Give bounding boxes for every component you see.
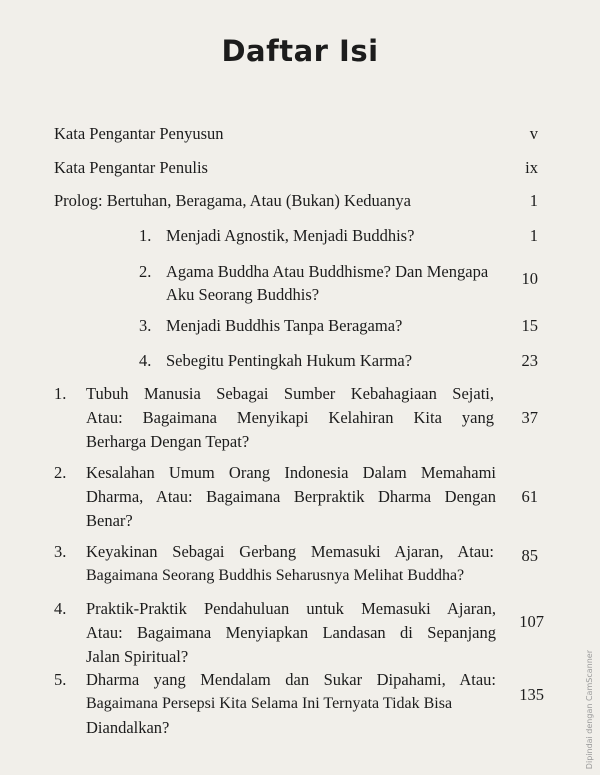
toc-page-number: 1 <box>529 226 538 245</box>
toc-entry-line: Dharma, Atau: Bagaimana Berpraktik Dharma Dengan <box>86 487 496 506</box>
toc-page-number: 61 <box>521 487 538 506</box>
toc-entry-line: Menjadi Agnostik, Menjadi Buddhis? <box>166 226 415 245</box>
toc-entry-number: 4. <box>139 351 152 370</box>
toc-entry-line: Sebegitu Pentingkah Hukum Karma? <box>166 351 413 370</box>
toc-entry-line: Tubuh Manusia Sebagai Sumber Kebahagiaan Sejati, <box>86 384 494 403</box>
toc-entry-line: Diandalkan? <box>86 718 170 737</box>
toc-entry-number: 3. <box>54 542 67 561</box>
toc-entry-line: Bagaimana Persepsi Kita Selama Ini Ternyata Tidak Bisa <box>86 695 453 712</box>
toc-entry-line: Atau: Bagaimana Menyikapi Kelahiran Kita yang <box>86 408 494 427</box>
toc-entry-number: 4. <box>54 599 67 618</box>
toc-page-number: 85 <box>521 546 538 565</box>
toc-entry-number: 2. <box>54 463 67 482</box>
toc-entry-number: 5. <box>54 670 67 689</box>
toc-entry-line: Jalan Spiritual? <box>86 647 189 666</box>
toc-entry-number: 3. <box>139 316 152 335</box>
toc-entry-number: 1. <box>139 226 152 245</box>
page-title: Daftar Isi <box>221 34 379 68</box>
toc-entry-line: Benar? <box>86 511 133 530</box>
toc-entry-line: Keyakinan Sebagai Gerbang Memasuki Ajaran, Atau: <box>86 542 494 561</box>
toc-page-number: 107 <box>519 612 544 631</box>
toc-entry-line: Aku Seorang Buddhis? <box>166 285 320 304</box>
toc-page-number: 23 <box>521 351 538 370</box>
toc-entry-line: Kesalahan Umum Orang Indonesia Dalam Memahami <box>86 463 496 482</box>
toc-entry-line: Dharma yang Mendalam dan Sukar Dipahami, Atau: <box>86 670 496 689</box>
toc-page-number: 37 <box>521 408 538 427</box>
toc-entry-line: Praktik-Praktik Pendahuluan untuk Memasuki Ajaran, <box>86 599 496 618</box>
toc-entry-label: Prolog: Bertuhan, Beragama, Atau (Bukan) Keduanya <box>54 191 411 210</box>
scanner-watermark: Dipindai dengan CamScanner <box>585 649 594 769</box>
toc-entry-label: Kata Pengantar Penyusun <box>54 124 224 143</box>
toc-page-number: 1 <box>529 191 538 210</box>
toc-entry-line: Bagaimana Seorang Buddhis Seharusnya Melihat Buddha? <box>86 567 465 584</box>
toc-entry-line: Atau: Bagaimana Menyiapkan Landasan di Sepanjang <box>86 623 496 642</box>
toc-entry-line: Menjadi Buddhis Tanpa Beragama? <box>166 316 403 335</box>
toc-page-number: ix <box>525 158 538 177</box>
toc-page-number: 10 <box>521 269 538 288</box>
toc-page-number: 15 <box>521 316 538 335</box>
toc-page-number: v <box>529 124 538 143</box>
toc-entry-line: Berharga Dengan Tepat? <box>86 432 250 451</box>
toc-page-number: 135 <box>519 685 544 704</box>
toc-entry-number: 1. <box>54 384 67 403</box>
toc-entry-number: 2. <box>139 262 152 281</box>
toc-entry-line: Agama Buddha Atau Buddhisme? Dan Mengapa <box>166 262 489 281</box>
toc-entry-label: Kata Pengantar Penulis <box>54 158 208 177</box>
